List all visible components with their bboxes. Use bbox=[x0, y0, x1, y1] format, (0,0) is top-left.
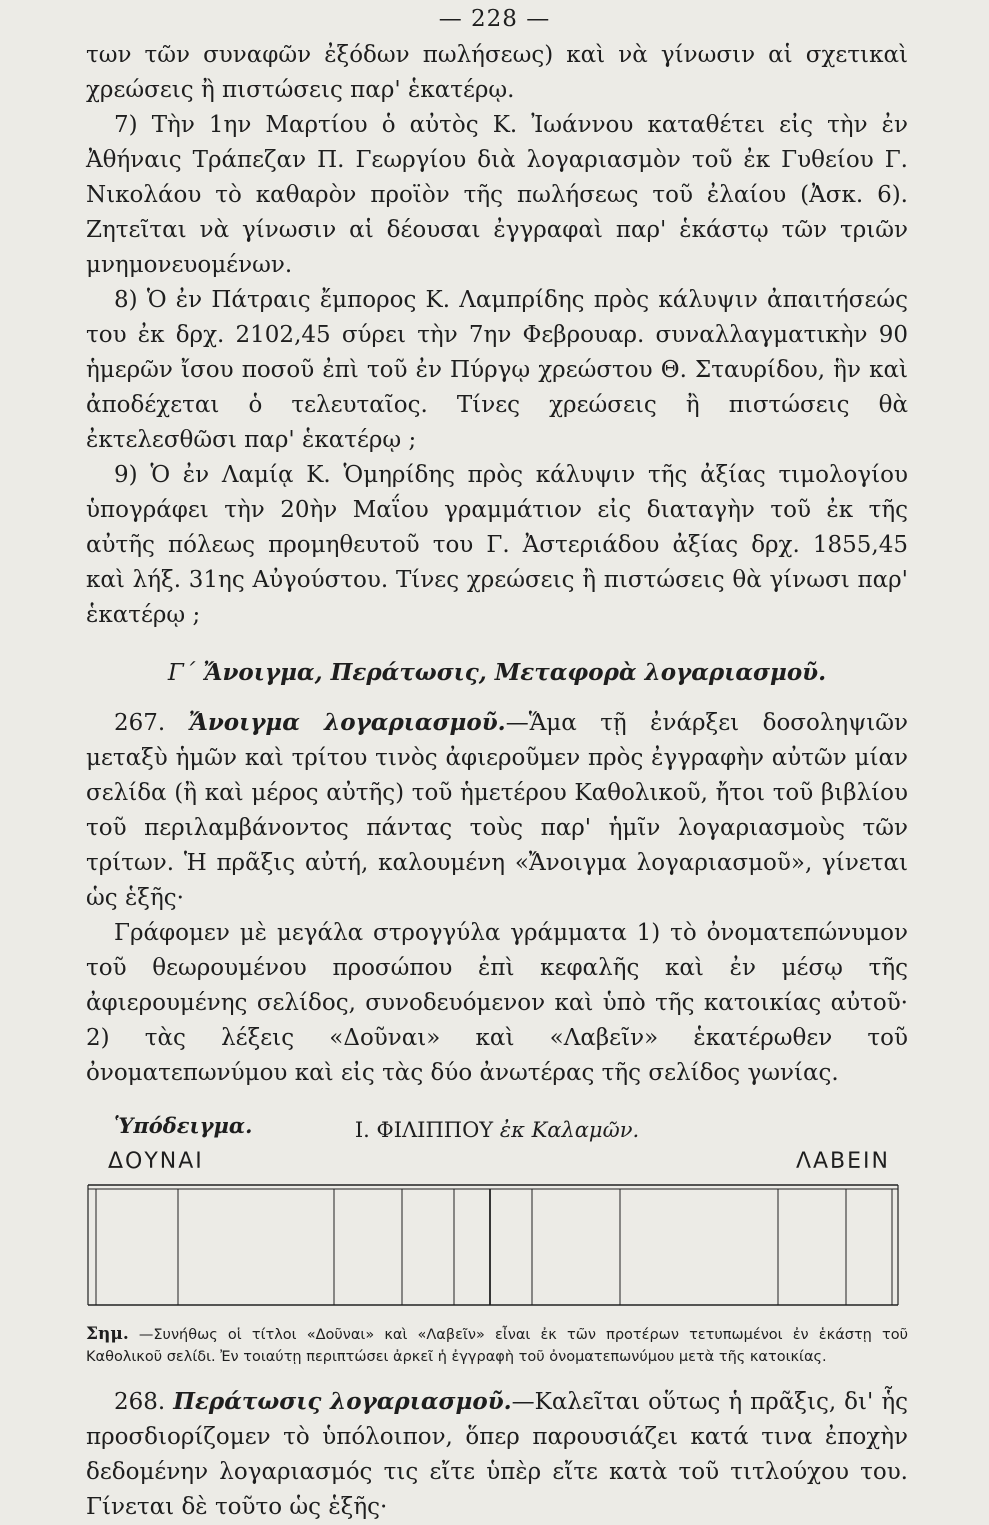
footnote bbox=[86, 1323, 908, 1368]
paragraph-text: —Ἅμα τῇ ἐνάρξει δοσοληψιῶν μεταξὺ ἡμῶν καὶ τρίτου τινὸς ἀφιεροῦμεν πρὸς ἐγγραφὴν αὐτῶν μίαν σελίδα (ἢ καὶ μέρος αὐτῆς) τοῦ ἡμετέρου Καθολικοῦ, ἤτοι τοῦ βιβλίου τοῦ περιλαμβάνοντος πάντας τοὺς παρ' ἡμῖν λογαριασμοὺς τῶν τρίτων. Ἡ πρᾶξις αὐτή, καλουμένη «Ἄνοιγμα λογαριασμοῦ», γίνεται ὡς ἑξῆς· bbox=[86, 710, 909, 911]
exercise-8: 8) Ὁ ἐν Πάτραις ἔμπορος Κ. Λαμπρίδης πρὸς κάλυψιν ἀπαιτήσεώς του ἐκ δρχ. 2102,45 σύρει τὴν 7ην Φεβρουαρ. συναλλαγματικὴν 90 ἡμερῶν ἴσου ποσοῦ ἐπὶ τοῦ ἐν Πύργῳ χρεώστου Θ. Σταυρίδου, ἣν καὶ ἀποδέχεται ὁ τελευταῖος. Τίνες χρεώσεις ἢ πιστώσεις θὰ ἐκτελεσθῶσι παρ' ἑκατέρῳ ; bbox=[86, 287, 908, 453]
ledger-template bbox=[86, 1179, 902, 1311]
example-label: Ὑπόδειγμα. bbox=[114, 1113, 253, 1138]
exercise-9: 9) Ὁ ἐν Λαμίᾳ Κ. Ὁμηρίδης πρὸς κάλυψιν τῆς ἀξίας τιμολογίου ὑπογράφει τὴν 20ὴν Μαΐου γραμμάτιον εἰς διαταγὴν τοῦ ἐκ τῆς αὐτῆς πόλεως προμηθευτοῦ του Γ. Ἀστεριάδου ἀξίας δρχ. 1855,45 καὶ λήξ. 31ης Αὐγούστου. Τίνες χρεώσεις ἢ πιστώσεις θὰ γίνωσι παρ' ἑκατέρῳ ; bbox=[86, 462, 908, 628]
paragraph-267 bbox=[86, 705, 908, 916]
paragraph-number: 267. bbox=[114, 710, 166, 736]
section-number: Γ´ bbox=[167, 660, 196, 686]
section-heading bbox=[86, 655, 908, 691]
paragraph-text: —Καλεῖται οὕτως ἡ πρᾶξις, δι' ἧς προσδιορίζομεν τὸ ὑπόλοιπον, ὅπερ παρουσιάζει κατά τινα ἐποχὴν δεδομένην λογαριασμός τις εἴτε ὑπὲρ εἴτε κατὰ τοῦ τιτλούχου του. Γίνεται δὲ τοῦτο ὡς ἑξῆς· bbox=[86, 1389, 909, 1520]
page-number: — 228 — bbox=[438, 6, 551, 32]
paragraph-title: Ἄνοιγμα λογαριασμοῦ. bbox=[188, 709, 506, 736]
paragraph-title: Περάτωσις λογαριασμοῦ. bbox=[173, 1388, 512, 1415]
debit-label: ΔΟΥΝΑΙ bbox=[108, 1149, 204, 1174]
account-sides bbox=[86, 1149, 908, 1175]
paragraph-continuation: των τῶν συναφῶν ἐξόδων πωλήσεως) καὶ νὰ γίνωσιν αἱ σχετικαὶ χρεώσεις ἢ πιστώσεις παρ' ἑκατέρῳ. bbox=[86, 42, 908, 103]
section-title: Ἄνοιγμα, Περάτωσις, Μεταφορὰ λογαριασμοῦ. bbox=[203, 659, 827, 686]
page-body bbox=[86, 38, 908, 1525]
credit-label: ΛΑΒΕΙΝ bbox=[795, 1149, 890, 1174]
footnote-text: —Συνήθως οἱ τίτλοι «Δοῦναι» καὶ «Λαβεῖν» εἶναι ἐκ τῶν προτέρων τετυπωμένοι ἐν ἑκάστῃ τοῦ Καθολικοῦ σελίδι. Ἐν τοιαύτῃ περιπτώσει ἀρκεῖ ἡ ἐγγραφὴ τοῦ ὀνοματεπωνύμου μετὰ τῆς κατοικίας. bbox=[86, 1327, 908, 1365]
paragraph-267-cont: Γράφομεν μὲ μεγάλα στρογγύλα γράμματα 1) τὸ ὀνοματεπώνυμον τοῦ θεωρουμένου προσώπου ἐπὶ κεφαλῆς καὶ ἐν μέσῳ τῆς ἀφιερουμένης σελίδος, συνοδευόμενον καὶ ὑπὸ τῆς κατοικίας αὐτοῦ· 2) τὰς λέξεις «Δοῦναι» καὶ «Λαβεῖν» ἑκατέρωθεν τοῦ ὀνοματεπωνύμου καὶ εἰς τὰς δύο ἀνωτέρας τῆς σελίδος γωνίας. bbox=[86, 920, 908, 1086]
exercise-7: 7) Τὴν 1ην Μαρτίου ὁ αὐτὸς Κ. Ἰωάννου καταθέτει εἰς τὴν ἐν Ἀθήναις Τράπεζαν Π. Γεωργίου διὰ λογαριασμὸν τοῦ ἐκ Γυθείου Γ. Νικολάου τὸ καθαρὸν προϊὸν τῆς πωλήσεως τοῦ ἐλαίου (Ἀσκ. 6). Ζητεῖται νὰ γίνωσιν αἱ δέουσαι ἐγγραφαὶ παρ' ἑκάστῳ τῶν τριῶν μνημονευομένων. bbox=[86, 112, 908, 278]
paragraph-number: 268. bbox=[114, 1389, 166, 1415]
account-name: Ι. ΦΙΛΙΠΠΟΥ bbox=[354, 1118, 494, 1142]
account-location: ἐκ Καλαμῶν. bbox=[499, 1118, 640, 1142]
footnote-label: Σημ. bbox=[86, 1324, 129, 1344]
ledger-lines bbox=[86, 1179, 902, 1311]
paragraph-268 bbox=[86, 1384, 908, 1525]
